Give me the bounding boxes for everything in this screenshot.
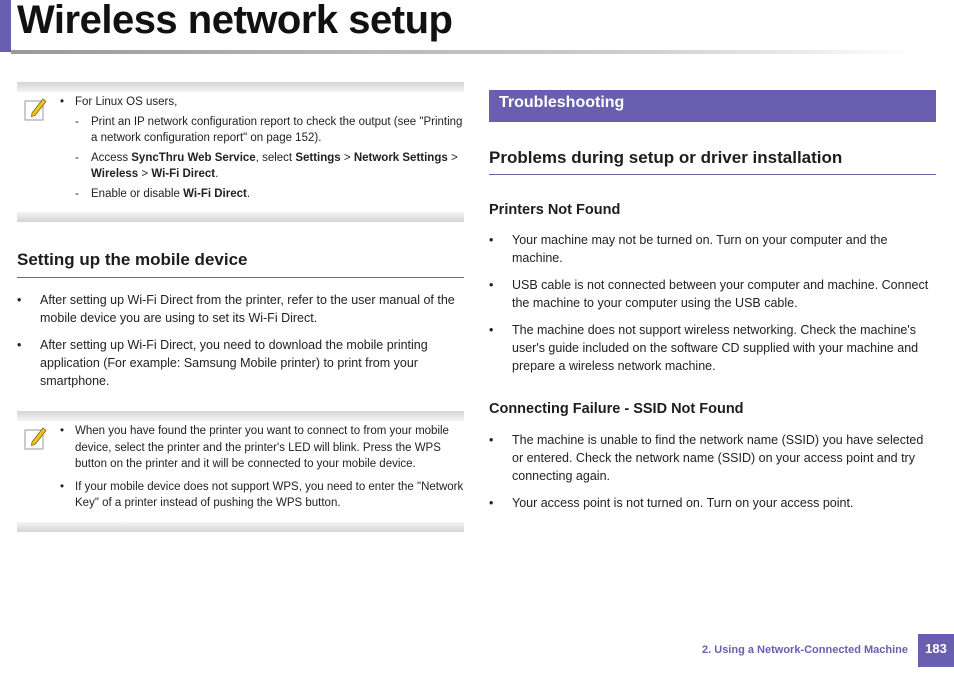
page-number: 183 bbox=[918, 634, 954, 667]
note-bullet: • If your mobile device does not support WPS, you need to enter the "Network Key" of a printer instead of pushing the WPS button. bbox=[75, 479, 464, 512]
printers-not-found-list bbox=[489, 231, 936, 384]
ssid-not-found-heading: Connecting Failure - SSID Not Found bbox=[489, 401, 744, 417]
list-item: • USB cable is not connected between your computer and machine. Connect the machine to your computer using the USB cable. bbox=[489, 276, 936, 312]
list-item: • The machine is unable to find the network name (SSID) you have selected or entered. Check the network name (SSID) on your access point and try connecting again. bbox=[489, 431, 936, 485]
troubleshooting-bar: Troubleshooting bbox=[489, 90, 936, 122]
note-bullet: • When you have found the printer you want to connect to from your mobile device, select the printer and the printer's LED will blink. Press the WPS button on the printer and it will be connected to your mobile device. bbox=[75, 423, 464, 473]
list-item: • The machine does not support wireless networking. Check the machine's user's guide included on the software CD supplied with your machine and prepare a wireless network machine. bbox=[489, 321, 936, 375]
note-dash-item: - Enable or disable Wi-Fi Direct. bbox=[75, 186, 464, 203]
mobile-heading-rule bbox=[17, 277, 464, 278]
page-title: Wireless network setup bbox=[17, 0, 453, 42]
title-rule bbox=[11, 50, 916, 54]
note-dash-item: - Access SyncThru Web Service, select Settings > Network Settings > Wireless > Wi-Fi Direct. bbox=[75, 150, 464, 183]
header-accent-bar bbox=[0, 0, 11, 52]
footer-chapter: 2. Using a Network-Connected Machine bbox=[702, 644, 908, 656]
note-dash-item: - Print an IP network configuration report to check the output (see "Printing a network configuration report" on page 152). bbox=[75, 114, 464, 147]
wps-note bbox=[17, 411, 464, 532]
list-item: • After setting up Wi-Fi Direct, you need to download the mobile printing application (For example: Samsung Mobile printer) to print from your smartphone. bbox=[17, 336, 464, 390]
pencil-note-icon bbox=[24, 425, 48, 451]
pencil-note-icon bbox=[24, 96, 48, 122]
mobile-list bbox=[17, 291, 464, 399]
note-bullet: • For Linux OS users, bbox=[75, 94, 464, 111]
linux-note bbox=[17, 82, 464, 222]
printers-not-found-heading: Printers Not Found bbox=[489, 202, 621, 218]
ssid-not-found-list bbox=[489, 431, 936, 521]
problems-heading: Problems during setup or driver installation bbox=[489, 148, 843, 167]
list-item: • After setting up Wi-Fi Direct from the printer, refer to the user manual of the mobile device you are using to set its Wi-Fi Direct. bbox=[17, 291, 464, 327]
mobile-heading: Setting up the mobile device bbox=[17, 250, 248, 269]
problems-heading-rule bbox=[489, 174, 936, 175]
list-item: • Your access point is not turned on. Turn on your access point. bbox=[489, 494, 936, 512]
list-item: • Your machine may not be turned on. Turn on your computer and the machine. bbox=[489, 231, 936, 267]
